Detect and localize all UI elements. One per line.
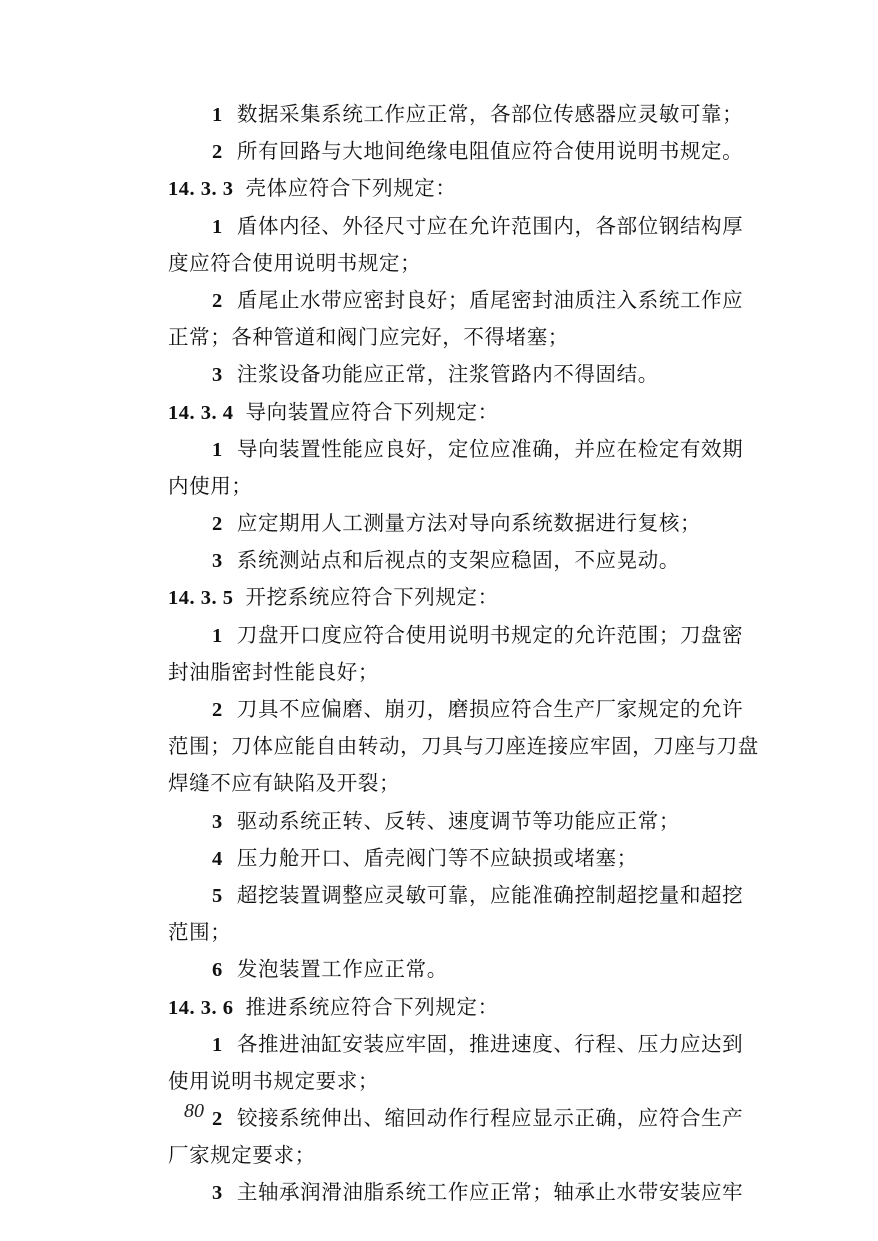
item-text: 焊缝不应有缺陷及开裂； (168, 771, 401, 796)
item-text: 度应符合使用说明书规定； (168, 250, 422, 275)
item-number: 3 (212, 550, 223, 573)
page-number: 80 (184, 1100, 204, 1122)
item-number: 1 (212, 438, 223, 461)
section-heading (168, 394, 788, 431)
item-text: 系统测站点和后视点的支架应稳固，不应晃动。 (236, 548, 680, 573)
list-item (168, 1026, 788, 1063)
continuation-line (168, 245, 788, 282)
item-number: 2 (212, 141, 223, 164)
list-item (168, 282, 788, 319)
item-text: 盾体内径、外径尺寸应在允许范围内，各部位钢结构厚 (236, 213, 744, 238)
item-text: 主轴承润滑油脂系统工作应正常；轴承止水带安装应牢 (236, 1180, 744, 1205)
item-number: 5 (212, 884, 223, 907)
section-title: 开挖系统应符合下列规定： (245, 585, 499, 610)
item-text: 压力舱开口、盾壳阀门等不应缺损或堵塞； (236, 845, 638, 870)
section-heading (168, 170, 788, 207)
item-text: 厂家规定要求； (168, 1143, 316, 1168)
section-number: 14. 3. 5 (168, 587, 234, 610)
item-text: 注浆设备功能应正常，注浆管路内不得固结。 (236, 362, 659, 387)
item-number: 2 (212, 289, 223, 312)
list-item (168, 803, 788, 840)
item-text: 发泡装置工作应正常。 (236, 957, 448, 982)
continuation-line (168, 654, 788, 691)
item-number: 3 (212, 364, 223, 387)
continuation-line (168, 468, 788, 505)
continuation-line (168, 914, 788, 951)
list-item (168, 356, 788, 393)
section-number: 14. 3. 4 (168, 401, 234, 424)
continuation-line (168, 1137, 788, 1174)
item-number: 1 (212, 104, 223, 126)
continuation-line (168, 319, 788, 356)
item-text: 盾尾止水带应密封良好；盾尾密封油质注入系统工作应 (236, 287, 744, 312)
item-number: 6 (212, 959, 223, 982)
item-text: 导向装置性能应良好，定位应准确，并应在检定有效期 (236, 436, 744, 461)
list-item (168, 505, 788, 542)
section-heading (168, 579, 788, 616)
item-number: 1 (212, 215, 223, 238)
section-heading (168, 989, 788, 1026)
section-title: 导向装置应符合下列规定： (245, 399, 499, 424)
item-text: 各推进油缸安装应牢固，推进速度、行程、压力应达到 (236, 1031, 744, 1056)
section-title: 壳体应符合下列规定： (245, 176, 457, 201)
list-item (168, 1174, 788, 1211)
list-item (168, 133, 788, 170)
item-text: 应定期用人工测量方法对导向系统数据进行复核； (236, 511, 702, 536)
section-number: 14. 3. 6 (168, 996, 234, 1019)
item-number: 1 (212, 1033, 223, 1056)
item-text: 刀具不应偏磨、崩刃，磨损应符合生产厂家规定的允许 (236, 697, 744, 721)
item-number: 3 (212, 1182, 223, 1205)
list-item (168, 431, 788, 468)
item-text: 铰接系统伸出、缩回动作行程应显示正确，应符合生产 (236, 1106, 744, 1131)
list-item (168, 96, 788, 133)
item-text: 范围； (168, 920, 232, 945)
item-text: 驱动系统正转、反转、速度调节等功能应正常； (236, 808, 680, 833)
continuation-line (168, 765, 788, 802)
item-text: 内使用； (168, 473, 253, 498)
list-item (168, 542, 788, 579)
item-text: 正常；各种管道和阀门应完好，不得堵塞； (168, 325, 569, 350)
item-text: 封油脂密封性能良好； (168, 659, 379, 684)
list-item (168, 617, 788, 654)
section-title: 推进系统应符合下列规定： (245, 994, 499, 1019)
item-number: 4 (212, 847, 223, 870)
item-number: 2 (212, 1108, 223, 1131)
item-number: 2 (212, 699, 223, 721)
list-item (168, 840, 788, 877)
item-text: 使用说明书规定要求； (168, 1068, 379, 1093)
continuation-line (168, 1063, 788, 1100)
item-number: 2 (212, 513, 223, 536)
continuation-line (168, 728, 788, 765)
section-number: 14. 3. 3 (168, 178, 234, 201)
item-number: 3 (212, 810, 223, 833)
list-item (168, 208, 788, 245)
list-item (168, 1100, 788, 1137)
item-text: 刀盘开口度应符合使用说明书规定的允许范围；刀盘密 (236, 622, 744, 647)
item-text: 数据采集系统工作应正常，各部位传感器应灵敏可靠； (236, 102, 744, 126)
document-body (168, 96, 788, 1212)
item-text: 范围；刀体应能自由转动，刀具与刀座连接应牢固，刀座与刀盘 (168, 734, 759, 759)
item-text: 所有回路与大地间绝缘电阻值应符合使用说明书规定。 (236, 139, 744, 164)
item-text: 超挖装置调整应灵敏可靠，应能准确控制超挖量和超挖 (236, 882, 744, 907)
item-number: 1 (212, 624, 223, 647)
list-item (168, 691, 788, 728)
list-item (168, 877, 788, 914)
list-item (168, 951, 788, 988)
